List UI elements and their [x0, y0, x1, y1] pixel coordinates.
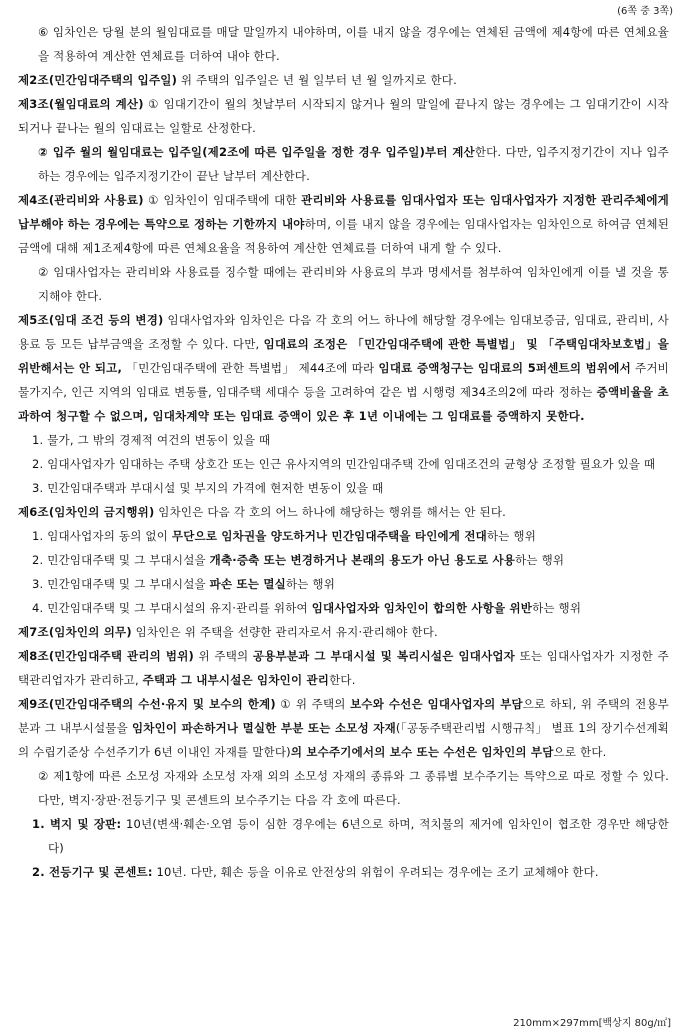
article-2-title: 제2조(민간임대주택의 입주일) [18, 73, 178, 87]
article-9-title: 제9조(민간임대주택의 수선·유지 및 보수의 한계) [18, 697, 276, 711]
article-9-item-2: 2. 전등기구 및 콘센트: 10년. 다만, 훼손 등을 이유로 안전상의 위험이 우려되는 경우에는 조기 교체해야 한다. [32, 865, 599, 879]
article-5-item-3: 3. 민간임대주택과 부대시설 및 부지의 가격에 현저한 변동이 있을 때 [32, 481, 384, 495]
article-8: 제8조(민간임대주택 관리의 범위) 위 주택의 공용부분과 그 부대시설 및 복리시설은 임대사업자 또는 임대사업자가 지정한 주택관리업자가 관리하고, 주택과 그 내부시설은 임차인이 관리한다. [18, 649, 669, 687]
article-4-title: 제4조(관리비와 사용료) [18, 193, 144, 207]
article-6-item-1: 1. 임대사업자의 동의 없이 무단으로 임차권을 양도하거나 민간임대주택을 타인에게 전대하는 행위 [32, 529, 537, 543]
article-6-title: 제6조(임차인의 금지행위) [18, 505, 155, 519]
article-6-item-4: 4. 민간임대주택 및 그 부대시설의 유지·관리를 위하여 임대사업자와 임차인이 합의한 사항을 위반하는 행위 [32, 601, 582, 615]
paper-spec-footer: 210mm×297mm[백상지 80g/㎡] [513, 1018, 671, 1029]
article-8-title: 제8조(민간임대주택 관리의 범위) [18, 649, 194, 663]
article-9-clause-2: ② 제1항에 따른 소모성 자재와 소모성 자재 외의 소모성 자재의 종류와 그 종류별 보수주기는 특약으로 따로 정할 수 있다. 다만, 벽지·장판·전등기구 및 콘센트의 보수주기는 다음 각 호에 따른다. [38, 769, 669, 807]
article-1-clause-6: ⑥ 임차인은 당월 분의 월임대료를 매달 말일까지 내야하며, 이를 내지 않을 경우에는 연체된 금액에 제4항에 따른 연체요율을 적용하여 계산한 연체료를 더하여 내야 한다. [38, 25, 669, 63]
article-9-item-1: 1. 벽지 및 장판: 10년(변색·훼손·오염 등이 심한 경우에는 6년으로 하며, 적치물의 제거에 임차인이 협조한 경우만 해당한다) [32, 817, 669, 855]
article-4-clause-2: ② 임대사업자는 관리비와 사용료를 징수할 때에는 관리비와 사용료의 부과 명세서를 첨부하여 임차인에게 이를 낼 것을 통지해야 한다. [38, 265, 669, 303]
contract-body [18, 20, 669, 884]
article-5-item-1: 1. 물가, 그 밖의 경제적 여건의 변동이 있을 때 [32, 433, 271, 447]
article-7: 제7조(임차인의 의무) 임차인은 위 주택을 선량한 관리자로서 유지·관리해야 한다. [18, 625, 438, 639]
article-5-item-2: 2. 임대사업자가 임대하는 주택 상호간 또는 인근 유사지역의 민간임대주택 간에 임대조건의 균형상 조정할 필요가 있을 때 [32, 457, 656, 471]
article-9-clause-1: 제9조(민간임대주택의 수선·유지 및 보수의 한계) ① 위 주택의 보수와 수선은 임대사업자의 부담으로 하되, 위 주택의 전용부분과 그 내부시설물을 임차인이 파손하거나 멸실한 부분 또는 소모성 자재(「공동주택관리법 시행규칙」 별표 1의 장기수선계획의 수립기준상 수선주기가 6년 이내인 자재를 말한다)의 보수주기에서의 보수 또는 수선은 임차인의 부담으로 한다. [18, 697, 669, 759]
article-3-title: 제3조(월임대료의 계산) [18, 97, 144, 111]
article-3-clause-2: ② 입주 월의 월임대료는 입주일(제2조에 따른 입주일을 정한 경우 입주일)부터 계산한다. 다만, 입주지정기간이 지나 입주하는 경우에는 입주지정기간이 끝난 날부터 계산한다. [38, 145, 669, 183]
article-6-item-2: 2. 민간임대주택 및 그 부대시설을 개축·증축 또는 변경하거나 본래의 용도가 아닌 용도로 사용하는 행위 [32, 553, 565, 567]
page-number: (6쪽 중 3쪽) [617, 6, 673, 17]
article-4-clause-1: 제4조(관리비와 사용료) ① 임차인이 임대주택에 대한 관리비와 사용료를 임대사업자 또는 임대사업자가 지정한 관리주체에게 납부해야 하는 경우에는 특약으로 정하는 기한까지 내야하며, 이를 내지 않을 경우에는 임대사업자는 임차인으로 하여금 연체된 금액에 대해 제1조제4항에 따른 연체요율을 적용하여 계산한 연체료를 더하여 내게 할 수 있다. [18, 193, 669, 255]
article-6: 제6조(임차인의 금지행위) 임차인은 다음 각 호의 어느 하나에 해당하는 행위를 해서는 안 된다. [18, 505, 507, 519]
article-3-clause-1: 제3조(월임대료의 계산) ① 임대기간이 월의 첫날부터 시작되지 않거나 월의 말일에 끝나지 않는 경우에는 그 임대기간이 시작되거나 끝나는 월의 임대료는 일할로 산정한다. [18, 97, 669, 135]
article-5: 제5조(임대 조건 등의 변경) 임대사업자와 임차인은 다음 각 호의 어느 하나에 해당할 경우에는 임대보증금, 임대료, 관리비, 사용료 등 모든 납부금액을 조정할 수 있다. 다만, 임대료의 조정은 「민간임대주택에 관한 특별법」 및 「주택임대차보호법」을 위반해서는 안 되고, 「민간임대주택에 관한 특별법」 제44조에 따라 임대료 증액청구는 임대료의 5퍼센트의 범위에서 주거비 물가지수, 인근 지역의 임대료 변동률, 임대주택 세대수 등을 고려하여 같은 법 시행령 제34조의2에 따라 정하는 증액비율을 초과하여 청구할 수 없으며, 임대차계약 또는 임대료 증액이 있은 후 1년 이내에는 그 임대료를 증액하지 못한다. [18, 313, 669, 423]
article-5-title: 제5조(임대 조건 등의 변경) [18, 313, 164, 327]
article-6-item-3: 3. 민간임대주택 및 그 부대시설을 파손 또는 멸실하는 행위 [32, 577, 336, 591]
article-2: 제2조(민간임대주택의 입주일) 위 주택의 입주일은 년 월 일부터 년 월 일까지로 한다. [18, 73, 457, 87]
article-7-title: 제7조(임차인의 의무) [18, 625, 132, 639]
